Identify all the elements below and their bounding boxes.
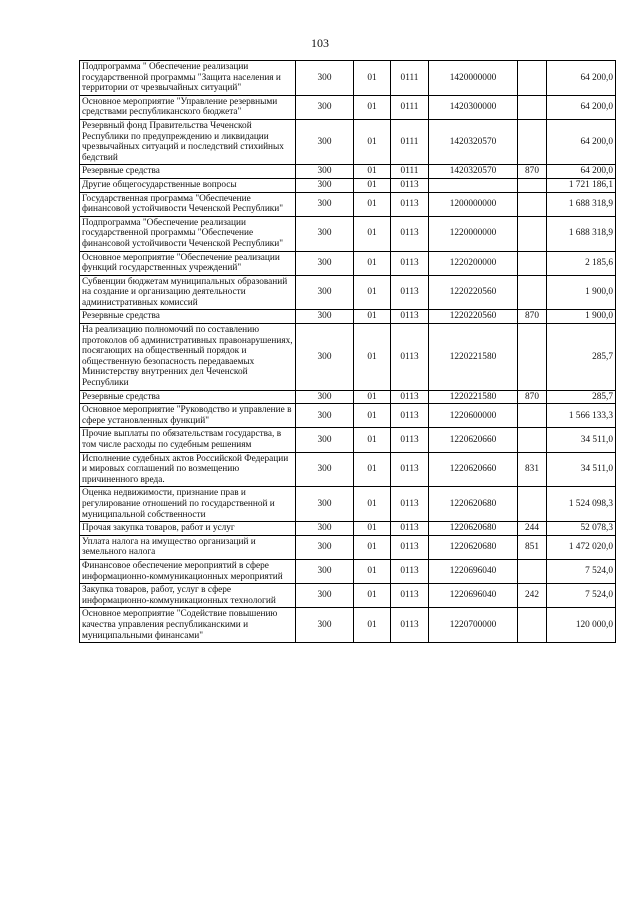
- section-code-cell: 01: [354, 559, 391, 583]
- amount-cell: 1 688 318,9: [547, 216, 616, 251]
- section-code-cell: 01: [354, 452, 391, 487]
- target-article-cell: 1420300000: [429, 95, 518, 119]
- item-name-cell: Основное мероприятие "Руководство и управление в сфере установленных функций": [80, 404, 296, 428]
- amount-cell: 7 524,0: [547, 584, 616, 608]
- page-number: 103: [311, 36, 329, 50]
- target-article-cell: 1220221580: [429, 390, 518, 404]
- expense-type-cell: 831: [518, 452, 547, 487]
- table-row: [80, 584, 616, 608]
- expense-type-cell: [518, 251, 547, 275]
- item-name-cell: Резервные средства: [80, 165, 296, 179]
- amount-cell: 1 721 186,1: [547, 178, 616, 192]
- target-article-cell: 1220000000: [429, 216, 518, 251]
- ministry-code-cell: 300: [296, 310, 354, 324]
- item-name-cell: Уплата налога на имущество организаций и земельного налога: [80, 535, 296, 559]
- amount-cell: 1 524 098,3: [547, 487, 616, 522]
- table-row: [80, 608, 616, 643]
- expense-type-cell: [518, 608, 547, 643]
- section-code-cell: 01: [354, 251, 391, 275]
- target-article-cell: 1200000000: [429, 192, 518, 216]
- item-name-cell: Прочие выплаты по обязательствам государства, в том числе расходы по судебным решениям: [80, 428, 296, 452]
- expense-type-cell: [518, 95, 547, 119]
- target-article-cell: 1220220560: [429, 310, 518, 324]
- ministry-code-cell: 300: [296, 324, 354, 391]
- target-article-cell: 1220696040: [429, 559, 518, 583]
- subsection-code-cell: 0111: [391, 95, 429, 119]
- item-name-cell: Основное мероприятие "Содействие повышению качества управления республиканскими и муниципальными финансами": [80, 608, 296, 643]
- expense-type-cell: [518, 275, 547, 310]
- item-name-cell: Основное мероприятие "Управление резервными средствами республиканского бюджета": [80, 95, 296, 119]
- subsection-code-cell: 0113: [391, 310, 429, 324]
- expense-type-cell: [518, 178, 547, 192]
- ministry-code-cell: 300: [296, 216, 354, 251]
- item-name-cell: Оценка недвижимости, признание прав и регулирование отношений по государственной и муниципальной собственности: [80, 487, 296, 522]
- ministry-code-cell: 300: [296, 178, 354, 192]
- target-article-cell: [429, 178, 518, 192]
- section-code-cell: 01: [354, 584, 391, 608]
- amount-cell: 2 185,6: [547, 251, 616, 275]
- item-name-cell: Прочая закупка товаров, работ и услуг: [80, 522, 296, 536]
- subsection-code-cell: 0113: [391, 275, 429, 310]
- item-name-cell: Финансовое обеспечение мероприятий в сфере информационно-коммуникационных мероприятий: [80, 559, 296, 583]
- table-row: [80, 310, 616, 324]
- item-name-cell: Закупка товаров, работ, услуг в сфере информационно-коммуникационных технологий: [80, 584, 296, 608]
- table-row: [80, 535, 616, 559]
- item-name-cell: Подпрограмма " Обеспечение реализации государственной программы "Защита населения и территории от чрезвычайных ситуаций": [80, 61, 296, 96]
- table-row: [80, 119, 616, 164]
- ministry-code-cell: 300: [296, 487, 354, 522]
- amount-cell: 7 524,0: [547, 559, 616, 583]
- ministry-code-cell: 300: [296, 608, 354, 643]
- table-row: [80, 216, 616, 251]
- amount-cell: 285,7: [547, 390, 616, 404]
- section-code-cell: 01: [354, 428, 391, 452]
- item-name-cell: Подпрограмма "Обеспечение реализации государственной программы "Обеспечение финансовой устойчивости Чеченской Республики": [80, 216, 296, 251]
- section-code-cell: 01: [354, 119, 391, 164]
- expense-type-cell: [518, 216, 547, 251]
- ministry-code-cell: 300: [296, 584, 354, 608]
- amount-cell: 64 200,0: [547, 119, 616, 164]
- table-row: [80, 192, 616, 216]
- table-row: [80, 165, 616, 179]
- table-row: [80, 251, 616, 275]
- item-name-cell: На реализацию полномочий по составлению протоколов об административных правонарушениях, посягающих на общественный порядок и общественную безопасность передаваемых Министерству внутренних дел Чеченской Республики: [80, 324, 296, 391]
- amount-cell: 64 200,0: [547, 165, 616, 179]
- subsection-code-cell: 0113: [391, 216, 429, 251]
- section-code-cell: 01: [354, 95, 391, 119]
- expense-type-cell: 244: [518, 522, 547, 536]
- subsection-code-cell: 0113: [391, 390, 429, 404]
- expense-type-cell: [518, 61, 547, 96]
- expense-type-cell: [518, 559, 547, 583]
- expense-type-cell: 870: [518, 310, 547, 324]
- item-name-cell: Государственная программа "Обеспечение финансовой устойчивости Чеченской Республики": [80, 192, 296, 216]
- table-row: [80, 324, 616, 391]
- target-article-cell: 1420000000: [429, 61, 518, 96]
- section-code-cell: 01: [354, 535, 391, 559]
- expense-type-cell: 870: [518, 165, 547, 179]
- amount-cell: 120 000,0: [547, 608, 616, 643]
- subsection-code-cell: 0111: [391, 165, 429, 179]
- ministry-code-cell: 300: [296, 404, 354, 428]
- ministry-code-cell: 300: [296, 428, 354, 452]
- table-row: [80, 178, 616, 192]
- ministry-code-cell: 300: [296, 522, 354, 536]
- amount-cell: 34 511,0: [547, 452, 616, 487]
- target-article-cell: 1220200000: [429, 251, 518, 275]
- subsection-code-cell: 0111: [391, 119, 429, 164]
- section-code-cell: 01: [354, 165, 391, 179]
- target-article-cell: 1420320570: [429, 165, 518, 179]
- expense-type-cell: [518, 119, 547, 164]
- target-article-cell: 1220620660: [429, 452, 518, 487]
- target-article-cell: 1220620660: [429, 428, 518, 452]
- subsection-code-cell: 0113: [391, 428, 429, 452]
- item-name-cell: Другие общегосударственные вопросы: [80, 178, 296, 192]
- ministry-code-cell: 300: [296, 452, 354, 487]
- amount-cell: 64 200,0: [547, 61, 616, 96]
- table-row: [80, 61, 616, 96]
- table-row: [80, 95, 616, 119]
- budget-table: [79, 60, 616, 643]
- expense-type-cell: [518, 404, 547, 428]
- table-row: [80, 390, 616, 404]
- target-article-cell: 1220696040: [429, 584, 518, 608]
- section-code-cell: 01: [354, 608, 391, 643]
- subsection-code-cell: 0113: [391, 452, 429, 487]
- item-name-cell: Основное мероприятие "Обеспечение реализации функций государственных учреждений": [80, 251, 296, 275]
- ministry-code-cell: 300: [296, 251, 354, 275]
- subsection-code-cell: 0113: [391, 535, 429, 559]
- subsection-code-cell: 0113: [391, 522, 429, 536]
- section-code-cell: 01: [354, 404, 391, 428]
- amount-cell: 1 472 020,0: [547, 535, 616, 559]
- section-code-cell: 01: [354, 522, 391, 536]
- section-code-cell: 01: [354, 390, 391, 404]
- section-code-cell: 01: [354, 487, 391, 522]
- subsection-code-cell: 0113: [391, 192, 429, 216]
- ministry-code-cell: 300: [296, 95, 354, 119]
- ministry-code-cell: 300: [296, 390, 354, 404]
- target-article-cell: 1220600000: [429, 404, 518, 428]
- item-name-cell: Резервные средства: [80, 390, 296, 404]
- expense-type-cell: [518, 428, 547, 452]
- table-row: [80, 522, 616, 536]
- table-row: [80, 487, 616, 522]
- item-name-cell: Субвенции бюджетам муниципальных образований на создание и организацию деятельности административных комиссий: [80, 275, 296, 310]
- ministry-code-cell: 300: [296, 119, 354, 164]
- expense-type-cell: 242: [518, 584, 547, 608]
- expense-type-cell: 870: [518, 390, 547, 404]
- ministry-code-cell: 300: [296, 275, 354, 310]
- amount-cell: 34 511,0: [547, 428, 616, 452]
- section-code-cell: 01: [354, 310, 391, 324]
- target-article-cell: 1220620680: [429, 535, 518, 559]
- budget-table-body: [80, 61, 616, 643]
- target-article-cell: 1220700000: [429, 608, 518, 643]
- table-row: [80, 452, 616, 487]
- expense-type-cell: [518, 324, 547, 391]
- table-row: [80, 275, 616, 310]
- amount-cell: 285,7: [547, 324, 616, 391]
- table-row: [80, 559, 616, 583]
- target-article-cell: 1220220560: [429, 275, 518, 310]
- expense-type-cell: [518, 487, 547, 522]
- item-name-cell: Резервные средства: [80, 310, 296, 324]
- amount-cell: 1 900,0: [547, 310, 616, 324]
- subsection-code-cell: 0113: [391, 559, 429, 583]
- item-name-cell: Исполнение судебных актов Российской Федерации и мировых соглашений по возмещению причиненного вреда.: [80, 452, 296, 487]
- target-article-cell: 1220620680: [429, 487, 518, 522]
- subsection-code-cell: 0113: [391, 487, 429, 522]
- amount-cell: 1 566 133,3: [547, 404, 616, 428]
- amount-cell: 64 200,0: [547, 95, 616, 119]
- section-code-cell: 01: [354, 178, 391, 192]
- item-name-cell: Резервный фонд Правительства Чеченской Республики по предупреждению и ликвидации чрезвычайных ситуаций и последствий стихийных бедствий: [80, 119, 296, 164]
- section-code-cell: 01: [354, 275, 391, 310]
- target-article-cell: 1420320570: [429, 119, 518, 164]
- subsection-code-cell: 0113: [391, 251, 429, 275]
- subsection-code-cell: 0113: [391, 608, 429, 643]
- ministry-code-cell: 300: [296, 165, 354, 179]
- ministry-code-cell: 300: [296, 192, 354, 216]
- amount-cell: 1 900,0: [547, 275, 616, 310]
- ministry-code-cell: 300: [296, 559, 354, 583]
- subsection-code-cell: 0113: [391, 324, 429, 391]
- target-article-cell: 1220221580: [429, 324, 518, 391]
- expense-type-cell: 851: [518, 535, 547, 559]
- target-article-cell: 1220620680: [429, 522, 518, 536]
- amount-cell: 1 688 318,9: [547, 192, 616, 216]
- table-row: [80, 428, 616, 452]
- ministry-code-cell: 300: [296, 535, 354, 559]
- subsection-code-cell: 0111: [391, 61, 429, 96]
- subsection-code-cell: 0113: [391, 178, 429, 192]
- ministry-code-cell: 300: [296, 61, 354, 96]
- table-row: [80, 404, 616, 428]
- section-code-cell: 01: [354, 324, 391, 391]
- section-code-cell: 01: [354, 216, 391, 251]
- expense-type-cell: [518, 192, 547, 216]
- section-code-cell: 01: [354, 61, 391, 96]
- section-code-cell: 01: [354, 192, 391, 216]
- amount-cell: 52 078,3: [547, 522, 616, 536]
- subsection-code-cell: 0113: [391, 584, 429, 608]
- subsection-code-cell: 0113: [391, 404, 429, 428]
